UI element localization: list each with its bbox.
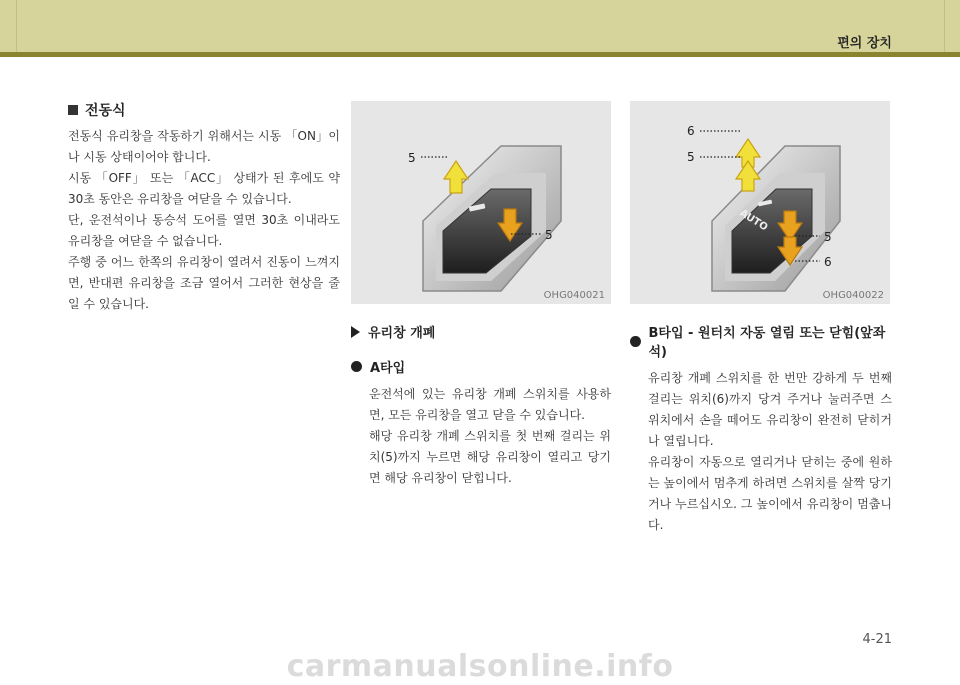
figure-switch-b [630, 101, 890, 304]
right-column [630, 322, 892, 536]
page-number: 4-21 [862, 632, 892, 647]
mid-paragraph: 운전석에 있는 유리창 개폐 스위치를 사용하면, 모든 유리창을 열고 닫을 수 있습니다. [369, 387, 611, 422]
mid-paragraph: 해당 유리창 개폐 스위치를 첫 번째 걸리는 위치(5)까지 누르면 해당 유리창이 열리고 당기면 해당 유리창이 닫힙니다. [369, 429, 611, 485]
right-heading [630, 322, 892, 360]
mid-body [369, 384, 611, 489]
figure-code: OHG040021 [543, 290, 605, 301]
mid-heading [351, 322, 611, 341]
left-body [68, 126, 340, 315]
circle-bullet-icon [630, 336, 641, 347]
fig2-label-down-inner: 5 [824, 230, 832, 244]
switch-a-illustration [351, 101, 611, 304]
right-heading-text: B타입 - 원터치 자동 열림 또는 닫힘(앞좌석) [648, 326, 886, 360]
mid-subheading [351, 357, 611, 376]
watermark: carmanualsonline.info [286, 649, 674, 684]
figure-code: OHG040022 [822, 290, 884, 301]
left-heading-text: 전동식 [85, 103, 126, 119]
fig2-label-down-outer: 6 [824, 255, 832, 269]
left-paragraph: 단, 운전석이나 동승석 도어를 열면 30초 이내라도 유리창을 여닫을 수 없습니다. [68, 213, 340, 248]
fig2-label-up-inner: 5 [687, 150, 695, 164]
fig2-auto-text: AUTO [737, 207, 770, 234]
switch-b-illustration [630, 101, 890, 304]
fig1-label-down: 5 [545, 228, 553, 242]
left-paragraph: 전동식 유리창을 작동하기 위해서는 시동 「ON」이나 시동 상태이어야 합니다. [68, 129, 340, 164]
right-paragraph: 유리창 개폐 스위치를 한 번만 강하게 두 번째 걸리는 위치(6)까지 당겨 주거나 눌러주면 스위치에서 손을 떼어도 유리창이 완전히 닫히거나 열립니다. [648, 371, 892, 448]
header-line [0, 52, 960, 57]
left-heading [68, 100, 340, 120]
mid-subheading-text: A타입 [370, 361, 406, 376]
fig2-label-up-outer: 6 [687, 124, 695, 138]
header-band [0, 0, 960, 52]
fig1-label-up: 5 [408, 151, 416, 165]
section-title: 편의 장치 [837, 36, 892, 51]
right-paragraph: 유리창이 자동으로 열리거나 닫히는 중에 원하는 높이에서 멈추게 하려면 스위치를 살짝 당기거나 누르십시오. 그 높이에서 유리창이 멈춥니다. [648, 455, 892, 532]
left-column [68, 100, 340, 315]
square-bullet-icon [68, 105, 78, 115]
circle-bullet-icon [351, 361, 362, 372]
right-body [648, 368, 892, 536]
figure-switch-a [351, 101, 611, 304]
left-paragraph: 시동 「OFF」 또는 「ACC」 상태가 된 후에도 약 30초 동안은 유리창을 여닫을 수 있습니다. [68, 171, 340, 206]
header-divider-right [944, 0, 945, 52]
mid-heading-text: 유리창 개폐 [368, 326, 436, 341]
middle-column [351, 322, 611, 489]
left-paragraph: 주행 중 어느 한쪽의 유리창이 열려서 진동이 느껴지면, 반대편 유리창을 조금 열어서 그러한 현상을 줄일 수 있습니다. [68, 255, 340, 311]
triangle-bullet-icon [351, 326, 360, 338]
header-divider-left [16, 0, 17, 52]
